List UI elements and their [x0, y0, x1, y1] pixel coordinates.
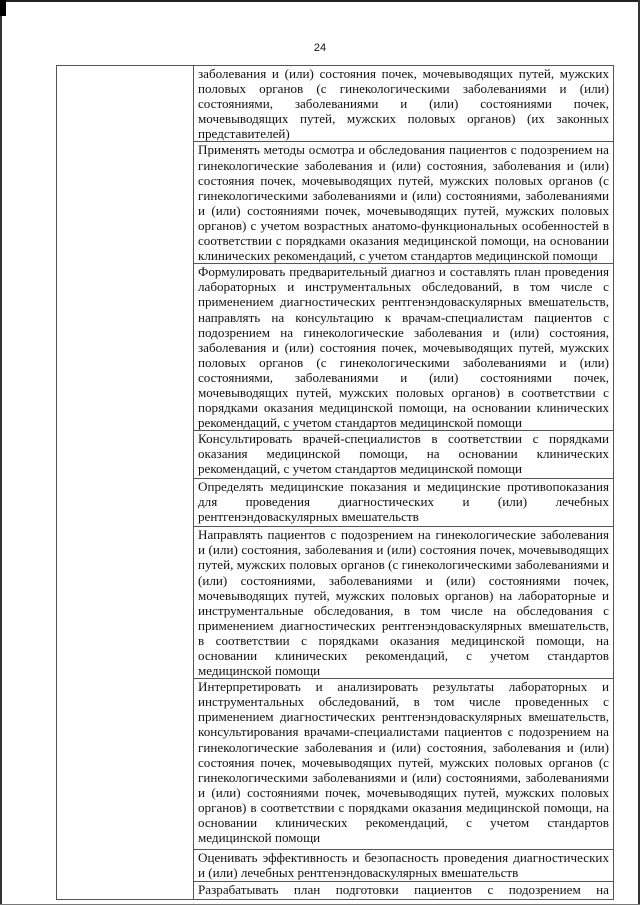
- skill-cell: заболевания и (или) состояния почек, мочевыводящих путей, мужских половых органов (с гинекологическими заболеваниями и (или) состояниями, заболеваниями и (или) состояниями почек, мочевыводящих путей, мужских половых органов) (их законных представителей): [194, 66, 614, 142]
- scan-edge-corner: [0, 0, 6, 16]
- scan-edge-top: [0, 0, 640, 2]
- left-column-cell: [57, 66, 194, 900]
- competency-table: [56, 65, 614, 900]
- skill-cell: Применять методы осмотра и обследования пациентов с подозрением на гинекологические заболевания и (или) состояния, заболевания и (или) состояния почек, мочевыводящих путей, мужских половых органов (с гинекологическими заболеваниями и (или) состояниями, заболеваниями и (или) состояниями почек, мочевыводящих путей, мужских половых органов) с учетом возрастных анатомо-функциональных особенностей в соответствии с порядками оказания медицинской помощи, на основании клинических рекомендаций, с учетом стандартов медицинской помощи: [194, 142, 614, 264]
- skill-cell: Направлять пациентов с подозрением на гинекологические заболевания и (или) состояния, заболевания и (или) состояния почек, мочевыводящих путей, мужских половых органов (с гинекологическими заболеваниями и (или) состояниями, заболеваниями и (или) состояниями почек, мочевыводящих путей, мужских половых органов) на лабораторные и инструментальные обследования, в том числе на обследования с применением диагностических рентгенэндоваскулярных вмешательств, в соответствии с порядками оказания медицинской помощи, на основании клинических рекомендаций, с учетом стандартов медицинской помощи: [194, 527, 614, 679]
- skill-cell: Разрабатывать план подготовки пациентов с подозрением на: [194, 882, 614, 900]
- table-row: [57, 66, 614, 142]
- skill-cell: Определять медицинские показания и медицинские противопоказания для проведения диагностических и (или) лечебных рентгенэндоваскулярных вмешательств: [194, 479, 614, 527]
- skill-cell: Консультировать врачей-специалистов в соответствии с порядками оказания медицинской помощи, на основании клинических рекомендаций, с учетом стандартов медицинской помощи: [194, 431, 614, 479]
- skill-cell: Интерпретировать и анализировать результаты лабораторных и инструментальных обследований, в том числе проведенных с применением диагностических рентгенэндоваскулярных вмешательств, консультирования врачами-специалистами пациентов с подозрением на гинекологические заболевания и (или) состояния, заболевания и (или) состояния почек, мочевыводящих путей, мужских половых органов (с гинекологическими заболеваниями и (или) состояниями, заболеваниями и (или) состояниями почек, мочевыводящих путей, мужских половых органов) в соответствии с порядками оказания медицинской помощи, на основании клинических рекомендаций, с учетом стандартов медицинской помощи: [194, 679, 614, 850]
- scan-edge-left: [0, 0, 2, 905]
- skill-cell: Формулировать предварительный диагноз и составлять план проведения лабораторных и инструментальных обследований, в том числе с применением диагностических рентгенэндоваскулярных вмешательств, направлять на консультацию к врачам-специалистам пациентов с подозрением на гинекологические заболевания и (или) состояния, заболевания и (или) состояния почек, мочевыводящих путей, мужских половых органов (с гинекологическими заболеваниями и (или) состояниями, заболеваниями и (или) состояниями почек, мочевыводящих путей, мужских половых органов) в соответствии с порядками оказания медицинской помощи, на основании клинических рекомендаций, с учетом стандартов медицинской помощи: [194, 264, 614, 431]
- page-number: 24: [313, 42, 327, 54]
- skill-cell: Оценивать эффективность и безопасность проведения диагностических и (или) лечебных рентгенэндоваскулярных вмешательств: [194, 850, 614, 882]
